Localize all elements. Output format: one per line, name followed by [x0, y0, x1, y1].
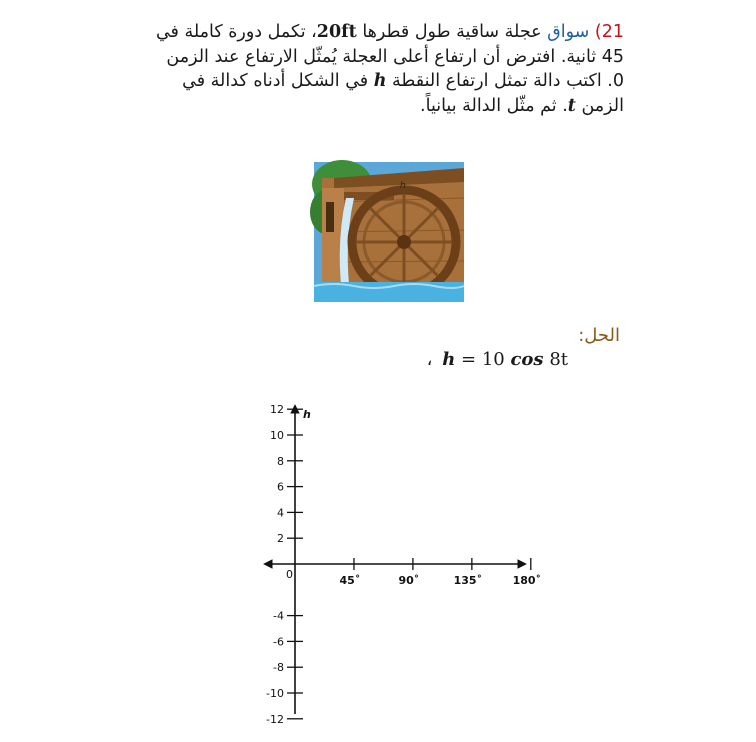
problem-text-2: ، تكمل دورة كاملة في 45 ثانية. افترض أن ارتفاع أعلى العجلة يُمثّل الارتفاع عند الزمن 0. اكتب دالة تمثل ارتفاع النقطة: [155, 22, 624, 92]
origin-label: 0: [286, 568, 293, 581]
solution-equation: [427, 349, 568, 370]
y-tick-label: 10: [270, 429, 284, 442]
wheel-hub: [397, 235, 411, 249]
x-tick-label: 135˚: [453, 574, 483, 587]
equation-middle: = 10: [461, 349, 505, 370]
problem-text-4: . ثم مثّل الدالة بيانياً.: [420, 95, 568, 116]
y-tick-label: -8: [273, 661, 284, 675]
x-tick-label: 45˚: [339, 574, 361, 587]
diameter-value: 20ft: [316, 22, 357, 42]
problem-text-1: عجلة ساقية طول قطرها: [362, 22, 542, 42]
x-tick-label: 90˚: [398, 574, 420, 587]
solution-label: الحل:: [578, 325, 620, 346]
y-tick-label: -6: [273, 635, 284, 649]
equation-lhs: h: [442, 349, 456, 370]
y-tick-label: 6: [277, 480, 284, 494]
x-tick-label: 180˚: [512, 574, 542, 587]
y-tick-label: 8: [277, 454, 284, 468]
equation-function: cos: [510, 349, 544, 370]
equation-argument: 8t: [549, 349, 568, 370]
wheel-point-label: h: [400, 181, 406, 191]
problem-statement: [154, 20, 624, 118]
variable-t: t: [567, 95, 576, 116]
problem-topic: سواق: [547, 22, 590, 42]
y-tick-label: 2: [277, 532, 284, 546]
problem-text-3: في الشكل أدناه كدالة في الزمن: [182, 71, 624, 116]
y-tick-label: 4: [277, 506, 284, 520]
variable-h: h: [373, 71, 387, 92]
y-tick-label: 12: [270, 403, 284, 417]
coordinate-graph: [255, 402, 542, 726]
y-tick-label: -4: [273, 609, 284, 623]
problem-number: 21): [594, 22, 624, 42]
water-wheel-illustration: [314, 162, 464, 302]
y-tick-label: -10: [266, 687, 284, 700]
window: [326, 202, 334, 232]
y-tick-label: -12: [266, 712, 284, 726]
y-axis-label: h: [303, 408, 311, 421]
equation-separator: ،: [426, 349, 433, 370]
